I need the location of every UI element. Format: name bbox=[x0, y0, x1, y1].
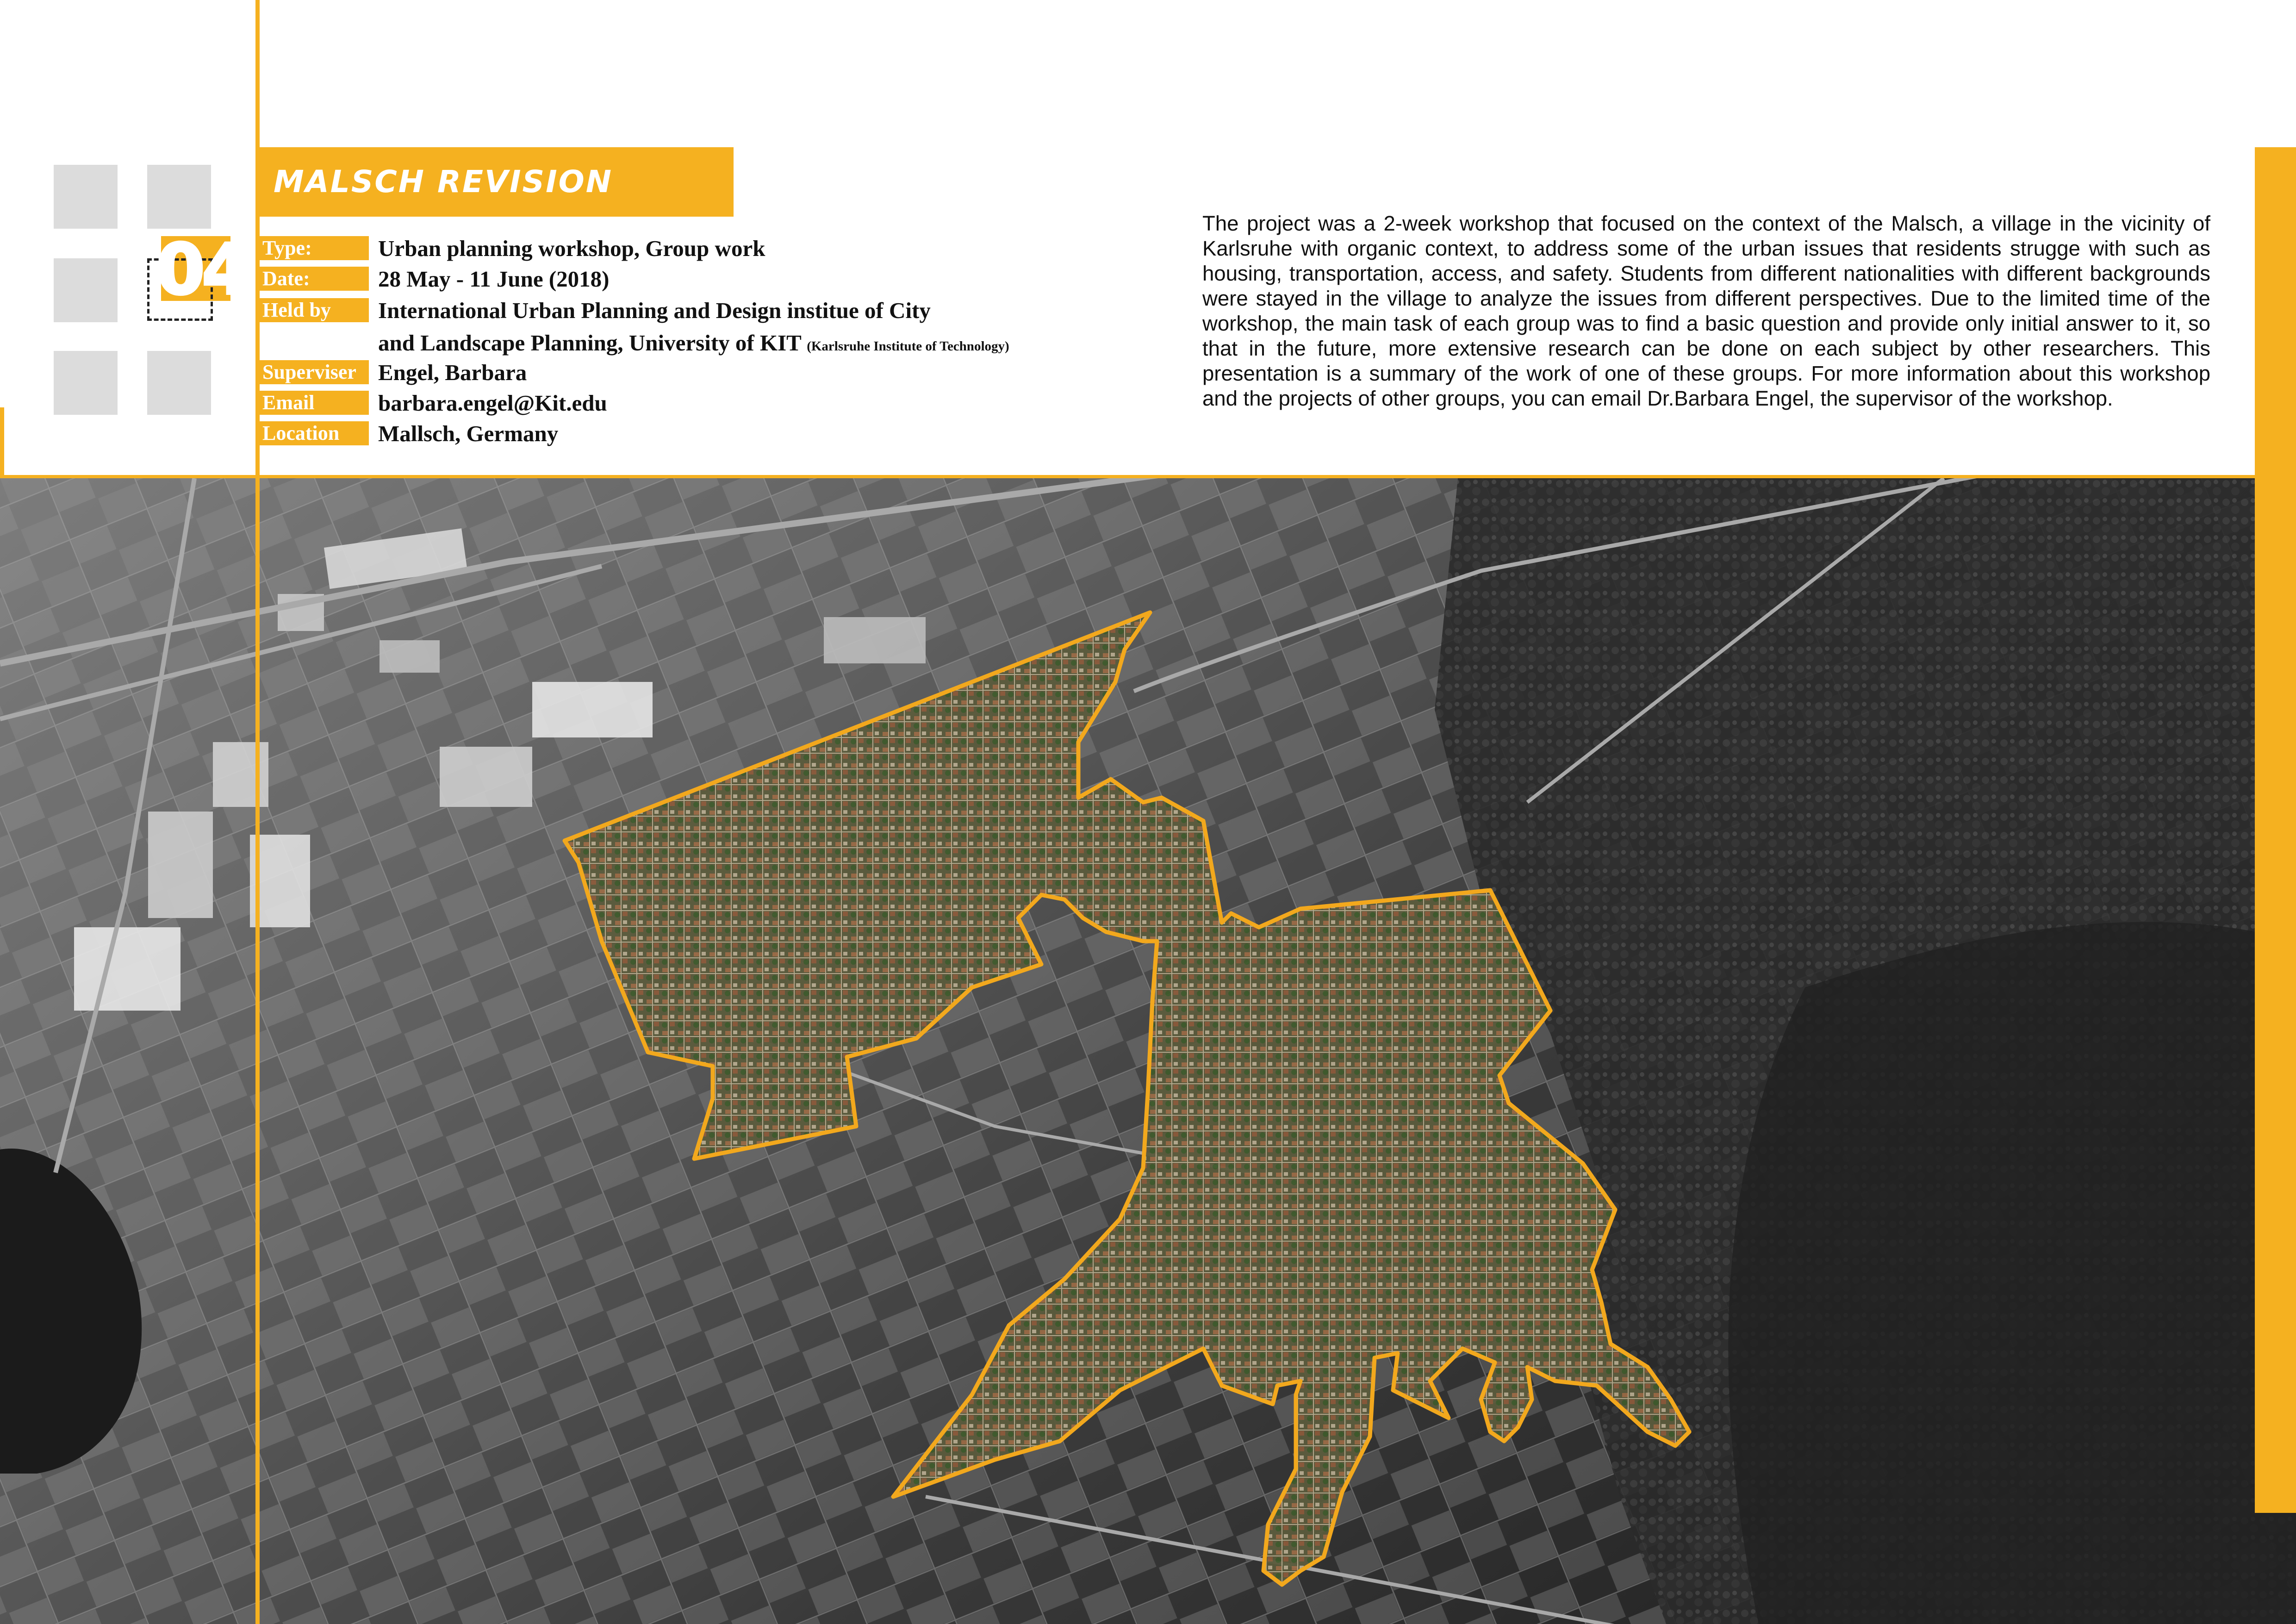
info-value: and Landscape Planning, University of KIT (Karlsruhe Institute of Technology) bbox=[378, 330, 1009, 356]
info-value: International Urban Planning and Design institue of City bbox=[378, 298, 931, 323]
decor-square bbox=[54, 165, 118, 229]
info-value: barbara.engel@Kit.edu bbox=[378, 390, 607, 416]
map-image bbox=[0, 478, 2296, 1624]
project-description: The project was a 2-week workshop that focused on the context of the Malsch, a village in the vicinity of Karlsruhe with organic context, to address some of the urban issues that residents strugge with such as housing, transportation, access, and safety. Students from different nationalities with different backgrounds were stayed in the village to analyze the issues from different perspectives. Due to the limited time of the workshop, the main task of each group was to find a basic question and provide only initial answer to it, so that in the future, more extensive research can be done on each subject by other researchers. This presentation is a summary of the work of one of these groups. For more information about this workshop and the projects of other groups, you can email Dr.Barbara Engel, the supervisor of the workshop. bbox=[1202, 212, 2210, 410]
info-note: (Karlsruhe Institute of Technology) bbox=[807, 339, 1009, 354]
accent-line-vertical bbox=[255, 0, 260, 1624]
info-value: Urban planning workshop, Group work bbox=[378, 236, 765, 261]
title-bar bbox=[260, 147, 734, 217]
info-value: Mallsch, Germany bbox=[378, 421, 559, 446]
project-number: 04 bbox=[156, 230, 248, 310]
decor-square bbox=[54, 351, 118, 415]
satellite-map bbox=[0, 478, 2296, 1624]
info-label: Held by bbox=[260, 298, 369, 322]
info-label: Superviser bbox=[260, 360, 369, 384]
info-value: Engel, Barbara bbox=[378, 360, 527, 385]
accent-stub bbox=[0, 407, 4, 477]
decor-square bbox=[147, 165, 211, 229]
info-label: Location bbox=[260, 421, 369, 445]
page-title: MALSCH REVISION bbox=[274, 164, 613, 200]
accent-bar-right bbox=[2255, 147, 2296, 1513]
info-label: Email bbox=[260, 391, 369, 415]
accent-line-horizontal bbox=[0, 475, 2255, 478]
header-band bbox=[0, 0, 2296, 477]
info-label: Date: bbox=[260, 267, 369, 291]
decor-square bbox=[147, 351, 211, 415]
info-value: 28 May - 11 June (2018) bbox=[378, 266, 610, 292]
decor-square bbox=[54, 258, 118, 322]
info-label: Type: bbox=[260, 236, 369, 260]
